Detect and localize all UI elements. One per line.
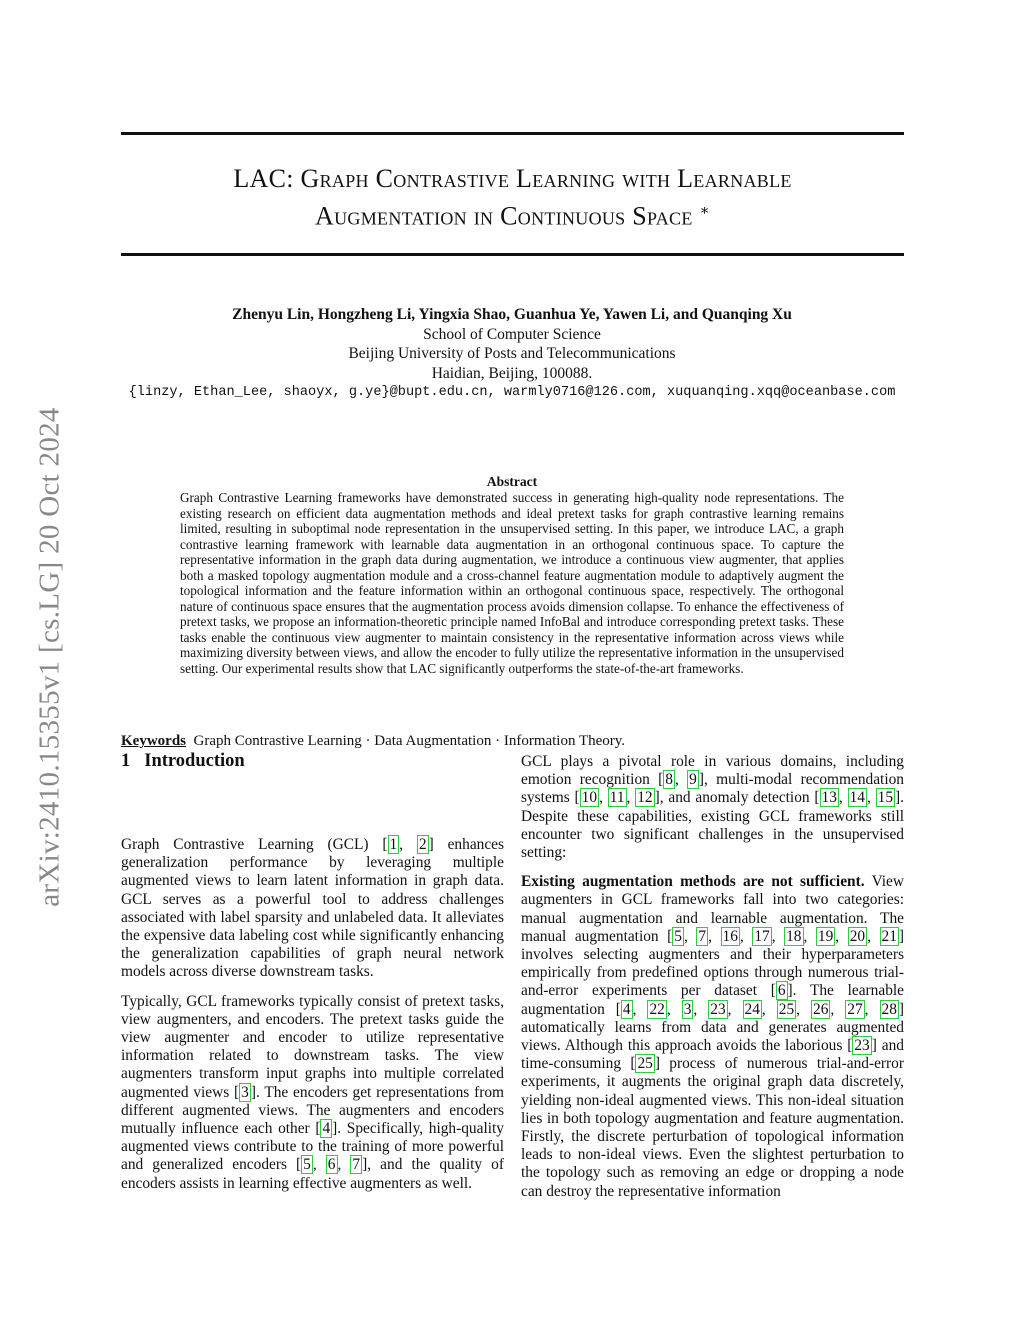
citation-link[interactable]: 18 <box>786 927 802 945</box>
keywords-line <box>121 733 625 750</box>
abstract-heading: Abstract <box>486 474 538 489</box>
author-address: Haidian, Beijing, 100088. <box>431 364 593 382</box>
paper-title <box>121 162 904 233</box>
citation-link[interactable]: 9 <box>689 771 697 789</box>
citation-link[interactable]: 28 <box>881 1000 897 1018</box>
citation-link[interactable]: 6 <box>327 1156 336 1174</box>
citation-link[interactable]: 25 <box>778 1000 795 1018</box>
citation-link[interactable]: 20 <box>849 927 866 945</box>
citation-link[interactable]: 5 <box>303 1156 311 1174</box>
title-bottom-rule <box>121 253 904 256</box>
citation-link[interactable]: 4 <box>622 1000 631 1018</box>
citation-link[interactable]: 23 <box>710 1000 726 1018</box>
citation-link[interactable]: 16 <box>722 927 738 945</box>
citation-link[interactable]: 19 <box>817 927 834 945</box>
section-title: Introduction <box>144 751 245 771</box>
intro-paragraph-4: Existing augmentation methods are not sufficient. View augmenters in GCL frameworks fall into two categories: manual augmentation and learnable augmentation. The manual augmentation [ 5 , 7 , 16 , 17 , 18 , 19 , 20 , 21 ] involves selecting augmenters and their hyperparameters empirically from predefined options through numerous trial-and-error experiments per dataset [ 6 ]. The learnable augmentation [ 4 , 22 , 3 , 23 , 24 , 25 , 26 , 27 , 28 ] automatically learns from data and generates augmented views. Although this approach avoids the laborious [ 23 ] and time-consuming [ 25 ] process of numerous trial-and-error experiments, it augments the original graph data discretely, yielding non-ideal augmented views. This non-ideal situation lies in both topology augmentation and feature augmentation. Firstly, the discrete perturbation of topological information leads to non-ideal views. Even the slightest perturbation to the topology such as removing an edge or dropping a node can destroy the representative information <box>521 873 905 1200</box>
citation-link[interactable]: 11 <box>609 789 625 807</box>
challenge-heading: Existing augmentation methods are not sufficient. <box>521 873 865 891</box>
citation-link[interactable]: 15 <box>877 789 894 807</box>
keywords-text: Graph Contrastive Learning · Data Augmentation · Information Theory. <box>193 733 626 749</box>
citation-link[interactable]: 26 <box>813 1000 829 1018</box>
citation-link[interactable]: 25 <box>637 1055 653 1073</box>
citation-link[interactable]: 7 <box>352 1156 361 1174</box>
intro-paragraph-1: Graph Contrastive Learning (GCL) [ 1 , 2 ] enhances generalization performance by leveraging multiple augmented views to learn latent information in graph data. GCL serves as a powerful tool to address challenges associated with label sparsity and unlabeled data. It alleviates the expensive data labeling cost while significantly enhancing the generalization capabilities of graph neural network models across diverse downstream tasks. <box>121 836 504 981</box>
citation-link[interactable]: 6 <box>777 982 786 1000</box>
section-number: 1 <box>121 751 131 771</box>
citation-link[interactable]: 21 <box>881 927 897 945</box>
citation-link[interactable]: 7 <box>698 927 707 945</box>
citation-link[interactable]: 27 <box>847 1000 863 1018</box>
citation-link[interactable]: 3 <box>241 1083 249 1101</box>
author-emails: {linzy, Ethan_Lee, shaoyx, g.ye}@bupt.edu.cn, warmly0716@126.com, xuquanqing.xqq@oceanbase.com <box>128 385 896 400</box>
citation-link[interactable]: 23 <box>854 1037 870 1055</box>
arxiv-id: arXiv:2410.15355v1 [cs.LG] 20 Oct 2024 <box>33 407 66 907</box>
arxiv-sidebar-stamp <box>30 352 70 962</box>
title-line-2: Augmentation in Continuous Space ∗ <box>315 201 710 231</box>
citation-link[interactable]: 12 <box>637 789 653 807</box>
author-university: Beijing University of Posts and Telecommunications <box>348 345 676 362</box>
citation-link[interactable]: 24 <box>744 1000 760 1018</box>
intro-paragraph-3: GCL plays a pivotal role in various domains, including emotion recognition [ 8 , 9 ], multi-modal recommendation systems [ 10 , 11 , 12 ], and anomaly detection [ 13 , 14 , 15 ]. Despite these capabilities, existing GCL frameworks still encounter two significant challenges in the unsupervised setting: <box>521 753 904 862</box>
citation-link[interactable]: 1 <box>389 836 398 853</box>
abstract-text: Graph Contrastive Learning frameworks have demonstrated success in generating high-quality node representations. The existing research on efficient data augmentation methods and ideal pretext tasks for graph contrastive learning remains limited, resulting in suboptimal node representation in the unsupervised setting. In this paper, we introduce LAC, a graph contrastive learning framework with learnable data augmentation in an orthogonal continuous space. To capture the representative information in the graph data during augmentation, we introduce a continuous view augmenter, that applies both a masked topology augmentation module and a cross-channel feature augmentation module to adaptively augment the topological information and the feature information within an orthogonal continuous space, respectively. The orthogonal nature of continuous space ensures that the augmentation process avoids dimension collapse. To enhance the effectiveness of pretext tasks, we propose an information-theoretic principle named InfoBal and introduce corresponding pretext tasks. These tasks enable the continuous view augmenter to maintain consistency in the representative information across views while maximizing diversity between views, and allow the encoder to fully utilize the representative information in the unsupervised setting. Our experimental results show that LAC significantly outperforms the state-of-the-art frameworks. <box>180 490 844 676</box>
intro-paragraph-2: Typically, GCL frameworks typically consist of pretext tasks, view augmenters, and encoders. The pretext tasks guide the view augmenter and encoder to utilize representative information related to downstream tasks. The view augmenters transform input graphs into multiple correlated augmented views [ 3 ]. The encoders get representations from different augmented views. The augmenters and encoders mutually influence each other [ 4 ]. Specifically, high-quality augmented views contribute to the training of more powerful and generalized encoders [ 5 , 6 , 7 ], and the quality of encoders assists in learning effective augmenters as well. <box>121 992 505 1192</box>
author-school: School of Computer Science <box>423 325 601 343</box>
title-footnote-mark: ∗ <box>699 203 710 219</box>
keywords-label: Keywords <box>121 733 186 749</box>
citation-link[interactable]: 10 <box>581 789 598 807</box>
citation-link[interactable]: 8 <box>665 771 673 789</box>
citation-link[interactable]: 4 <box>322 1120 331 1138</box>
author-names: Zhenyu Lin, Hongzheng Li, Yingxia Shao, Guanhua Ye, Yawen Li, and Quanqing Xu <box>232 306 792 323</box>
citation-link[interactable]: 3 <box>683 1000 692 1018</box>
left-column <box>121 836 504 1204</box>
citation-link[interactable]: 22 <box>649 1000 665 1018</box>
section-heading-introduction <box>121 751 245 772</box>
right-column <box>521 753 904 1212</box>
author-block <box>0 305 1024 403</box>
citation-link[interactable]: 17 <box>754 927 770 945</box>
citation-link[interactable]: 13 <box>821 789 837 807</box>
citation-link[interactable]: 2 <box>418 836 427 853</box>
citation-link[interactable]: 14 <box>849 789 865 807</box>
title-top-rule <box>121 132 904 135</box>
title-line-1: LAC: Graph Contrastive Learning with Learnable <box>233 164 792 193</box>
citation-link[interactable]: 5 <box>674 927 682 945</box>
